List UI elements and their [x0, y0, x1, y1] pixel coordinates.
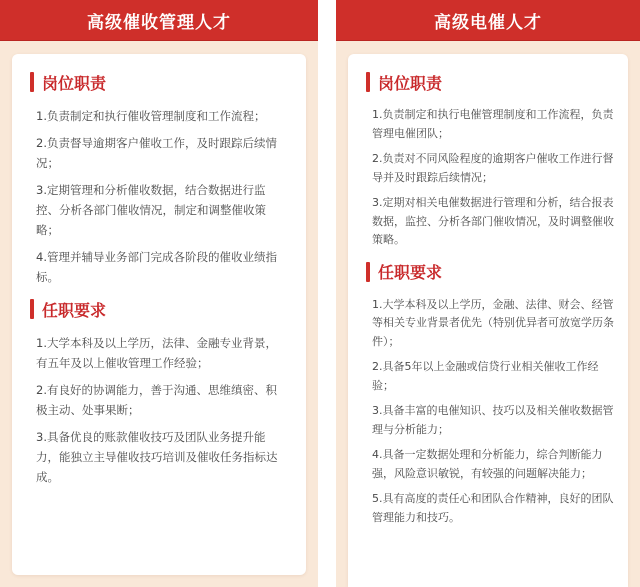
list-item: 1.负责制定和执行电催管理制度和工作流程，负责管理电催团队； — [372, 108, 614, 140]
duties-heading: 岗位职责 — [42, 73, 107, 93]
job-title-banner: 高级催收管理人才 — [0, 0, 318, 41]
requirements-section — [348, 260, 628, 528]
job-panel-right — [336, 0, 640, 587]
list-item: 3.具备优良的账款催收技巧及团队业务提升能力，能独立主导催收技巧培训及催收任务指标达成。 — [36, 430, 278, 484]
section-heading — [30, 70, 306, 94]
job-detail-card — [12, 54, 306, 575]
section-heading — [30, 297, 306, 321]
duties-section — [12, 70, 306, 287]
requirements-section — [12, 297, 306, 487]
duties-list — [36, 106, 286, 287]
heading-accent-bar — [366, 262, 370, 282]
list-item: 1.大学本科及以上学历，法律、金融专业背景，有五年及以上催收管理工作经验； — [36, 336, 277, 370]
requirements-list — [36, 333, 286, 487]
heading-accent-bar — [366, 72, 370, 92]
list-item: 1.负责制定和执行催收管理制度和工作流程； — [36, 109, 266, 123]
job-title-banner: 高级电催人才 — [336, 0, 640, 41]
list-item: 3.定期管理和分析催收数据，结合数据进行监控、分析各部门催收情况，制定和调整催收策略； — [36, 183, 266, 237]
duties-list — [372, 106, 614, 250]
list-item: 2.负责对不同风险程度的逾期客户催收工作进行督导并及时跟踪后续情况； — [372, 152, 614, 184]
job-panel-left — [0, 0, 318, 587]
section-heading — [366, 70, 628, 94]
requirements-list — [372, 296, 614, 528]
requirements-heading: 任职要求 — [42, 300, 107, 320]
heading-accent-bar — [30, 72, 34, 92]
list-item: 3.定期对相关电催数据进行管理和分析，结合报表数据，监控、分析各部门催收情况，及时调整催收策略。 — [372, 196, 614, 246]
list-item: 2.负责督导逾期客户催收工作，及时跟踪后续情况； — [36, 136, 277, 170]
list-item: 3.具备丰富的电催知识、技巧以及相关催收数据管理与分析能力； — [372, 404, 614, 436]
heading-accent-bar — [30, 299, 34, 319]
requirements-heading: 任职要求 — [378, 263, 443, 282]
list-item: 2.有良好的协调能力，善于沟通、思维缜密、积极主动、处事果断； — [36, 383, 277, 417]
list-item: 1.大学本科及以上学历，金融、法律、财会、经管等相关专业背景者优先（特别优异者可放宽学历条件）； — [372, 297, 614, 348]
list-item: 4.管理并辅导业务部门完成各阶段的催收业绩指标。 — [36, 250, 277, 284]
duties-heading: 岗位职责 — [378, 73, 443, 93]
list-item: 4.具备一定数据处理和分析能力，综合判断能力强，风险意识敏锐，有较强的问题解决能力； — [372, 448, 603, 480]
job-detail-card — [348, 54, 628, 587]
section-heading — [366, 260, 628, 284]
list-item: 5.具有高度的责任心和团队合作精神，良好的团队管理能力和技巧。 — [372, 492, 614, 524]
duties-section — [348, 70, 628, 250]
list-item: 2.具备5年以上金融或信贷行业相关催收工作经验； — [372, 360, 599, 392]
